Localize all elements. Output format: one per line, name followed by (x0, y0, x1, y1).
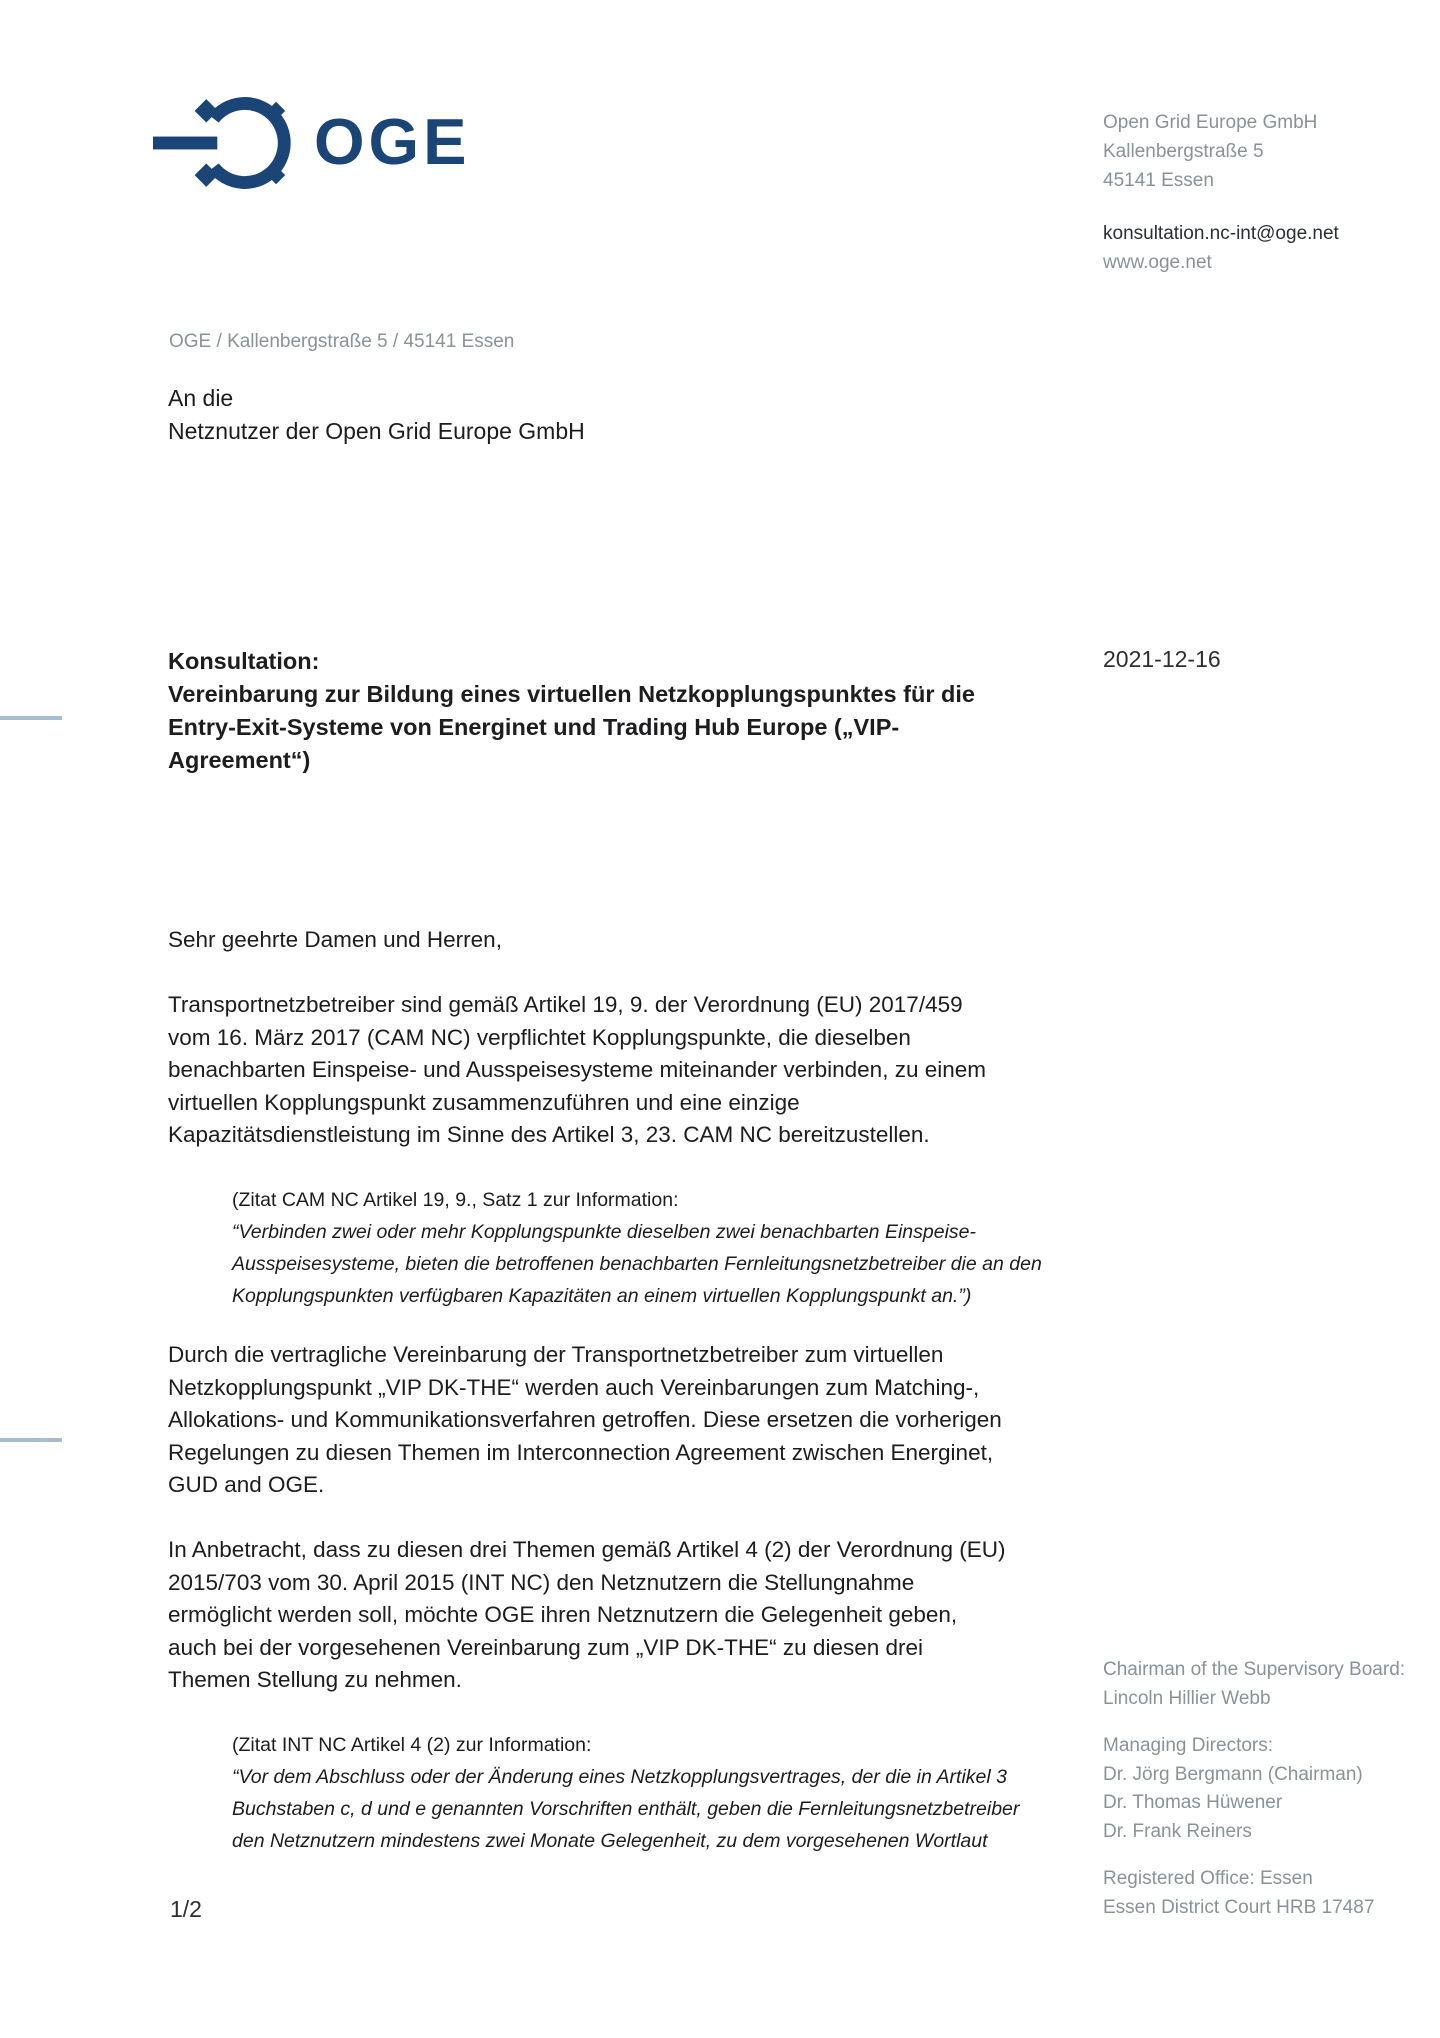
sender-return-address: OGE / Kallenbergstraße 5 / 45141 Essen (169, 331, 515, 352)
quote-1-text: “Verbinden zwei oder mehr Kopplungspunkte dieselben zwei benachbarten Einspeise-Ausspeisesysteme, bieten die betroffenen benachbarten Fernleitungsnetzbetreiber die an den Kopplungspunkten verfügbaren Kapazitäten an einem virtuellen Kopplungspunkt an.”) (232, 1221, 1042, 1307)
court-registration: Essen District Court HRB 17487 (1103, 1896, 1375, 1918)
subject-line-3: Entry-Exit-Systeme von Energinet und Trading Hub Europe („VIP- (168, 714, 900, 740)
director-3: Dr. Frank Reiners (1103, 1820, 1252, 1842)
quote-2-intro: (Zitat INT NC Artikel 4 (2) zur Information: (232, 1734, 592, 1756)
paragraph-3: In Anbetracht, dass zu diesen drei Themen gemäß Artikel 4 (2) der Verordnung (EU) 2015/703 vom 30. April 2015 (INT NC) den Netznutzern die Stellungnahme ermöglicht werden soll, möchte OGE ihren Netznutzern die Gelegenheit geben, auch bei der vorgesehenen Vereinbarung zum „VIP DK-THE“ zu diesen drei Themen Stellung zu nehmen. (168, 1537, 1006, 1692)
oge-logo (153, 96, 470, 190)
legal-info-block (1103, 1656, 1405, 1941)
subject-line-2: Vereinbarung zur Bildung eines virtuellen Netzkopplungspunktes für die (168, 681, 975, 707)
quote-block-1 (168, 1184, 1044, 1312)
recipient-block (168, 382, 585, 448)
contact-email: konsultation.nc-int@oge.net (1103, 223, 1339, 244)
paragraph-1: Transportnetzbetreiber sind gemäß Artikel 19, 9. der Verordnung (EU) 2017/459 vom 16. März 2017 (CAM NC) verpflichtet Kopplungspunkte, die dieselben benachbarten Einspeise- und Ausspeisesysteme miteinander verbinden, zu einem virtuellen Kopplungspunkt zusammenzuführen und eine einzige Kapazitätsdienstleistung im Sinne des Artikel 3, 23. CAM NC bereitzustellen. (168, 992, 986, 1147)
registered-office: Registered Office: Essen (1103, 1868, 1313, 1889)
company-address-block (1103, 108, 1339, 277)
company-street: Kallenbergstraße 5 (1103, 141, 1264, 162)
company-name: Open Grid Europe GmbH (1103, 112, 1318, 133)
registered-office-group (1103, 1865, 1405, 1922)
letter-body (168, 924, 1042, 1884)
subject-block (168, 645, 1048, 777)
letter-date: 2021-12-16 (1103, 646, 1221, 672)
director-1: Dr. Jörg Bergmann (Chairman) (1103, 1763, 1363, 1785)
page-number: 1/2 (170, 1896, 202, 1922)
chairman-label: Chairman of the Supervisory Board: (1103, 1659, 1406, 1680)
fold-mark-top (0, 716, 62, 720)
address-gap (1103, 195, 1339, 219)
oge-logo-icon (153, 96, 300, 190)
quote-2-text: “Vor dem Abschluss oder der Änderung eines Netzkopplungsvertrages, der die in Artikel 3 Buchstaben c, d und e genannten Vorschriften enthält, geben die Fernleitungsnetzbetreiber den Netznutzern mindestens zwei Monate Gelegenheit, zu dem vorgesehenen Wortlaut (232, 1766, 1020, 1852)
managing-directors-group (1103, 1732, 1405, 1846)
quote-block-2 (168, 1729, 1044, 1857)
supervisory-board-group (1103, 1656, 1405, 1713)
paragraph-2: Durch die vertragliche Vereinbarung der Transportnetzbetreiber zum virtuellen Netzkopplungspunkt „VIP DK-THE“ werden auch Vereinbarungen zum Matching-, Allokations- und Kommunikationsverfahren getroffen. Diese ersetzen die vorherigen Regelungen zu diesen Themen im Interconnection Agreement zwischen Energinet, GUD and OGE. (168, 1342, 1002, 1497)
quote-1-intro: (Zitat CAM NC Artikel 19, 9., Satz 1 zur Information: (232, 1189, 679, 1211)
director-2: Dr. Thomas Hüwener (1103, 1792, 1283, 1813)
oge-logo-text: OGE (314, 104, 471, 178)
salutation: Sehr geehrte Damen und Herren, (168, 927, 502, 952)
company-website: www.oge.net (1103, 252, 1212, 273)
company-city: 45141 Essen (1103, 170, 1214, 191)
subject-line-4: Agreement“) (168, 747, 311, 773)
fold-mark-bottom (0, 1438, 62, 1442)
subject-line-1: Konsultation: (168, 648, 320, 674)
directors-label: Managing Directors: (1103, 1735, 1274, 1756)
recipient-line-2: Netznutzer der Open Grid Europe GmbH (168, 418, 585, 444)
chairman-name: Lincoln Hillier Webb (1103, 1687, 1271, 1709)
recipient-line-1: An die (168, 385, 234, 411)
